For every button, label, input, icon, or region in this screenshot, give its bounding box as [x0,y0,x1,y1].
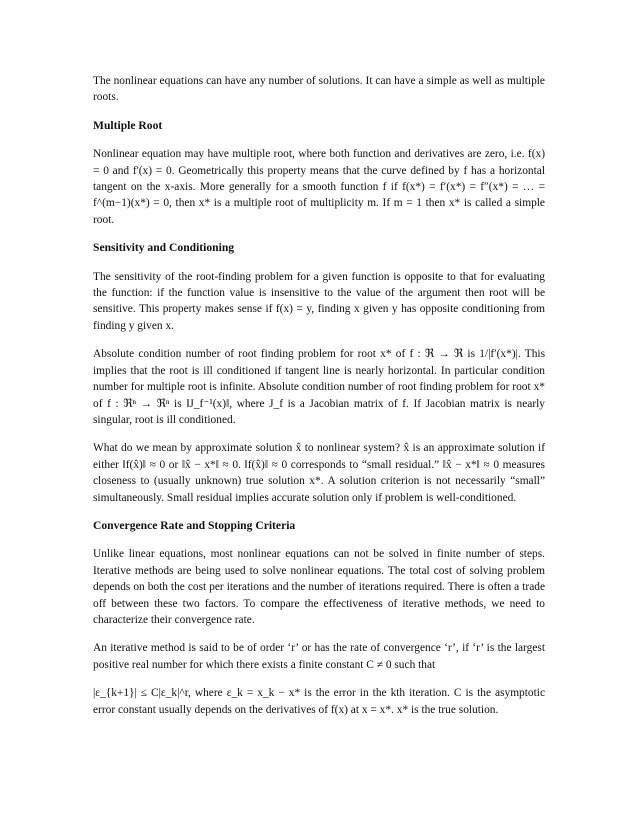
intro-paragraph: The nonlinear equations can have any number of solutions. It can have a simple as well as multiple roots. [93,75,545,104]
document-body [93,73,545,730]
heading-multiple-root: Multiple Root [93,118,163,132]
heading-sensitivity: Sensitivity and Conditioning [93,241,235,255]
multiple-root-paragraph: Nonlinear equation may have multiple root, where both function and derivatives are zero, i.e. f(x) = 0 and f'(x) = 0. Geometrically this property means that the curve defined by f has a horizontal tangent on the x-axis. More generally for a smooth function f if f(x*) = f′(x*) = f″(x*) = … = f^(m−1)(x*) = 0, then x* is a multiple root of multiplicity m. If m = 1 then x* is called a simple root. [93,148,545,226]
convergence-paragraph-1: Unlike linear equations, most nonlinear equations can not be solved in finite number of steps. Iterative methods are being used to solve nonlinear equations. The total cost of solving problem depends on both the cost per iterations and the number of iterations required. There is often a trade off between these two factors. To compare the effectiveness of iterative methods, we need to characterize their convergence rate. [93,548,545,626]
sensitivity-paragraph-3: What do we mean by approximate solution x̂ to nonlinear system? x̂ is an approximate solution if either ‖f(x̂)‖ ≈ 0 or ‖x̂ − x*‖ ≈ 0. ‖f(x̂)‖ ≈ 0 corresponds to “small residual.” ‖x̂ − x*‖ ≈ 0 measures closeness to (usually unknown) true solution x*. A solution criterion is not necessarily “small” simultaneously. Small residual implies accurate solution only if problem is well-conditioned. [93,442,545,504]
heading-convergence: Convergence Rate and Stopping Criteria [93,518,296,532]
convergence-paragraph-2: An iterative method is said to be of order ‘r’ or has the rate of convergence ‘r’, if ‘r’ is the largest positive real number for which there exists a finite constant C ≠ 0 such that [93,642,545,671]
sensitivity-paragraph-2: Absolute condition number of root finding problem for root x* of f : ℜ → ℜ is 1/|f′(x*)|. This implies that the root is ill conditioned if tangent line is nearly horizontal. In particular condition number for multiple root is infinite. Absolute condition number of root finding problem for root x* of f : ℜⁿ → ℜⁿ is ‖J_f⁻¹(x)‖, where J_f is a Jacobian matrix of f. If Jacobian matrix is nearly singular, root is ill conditioned. [93,348,545,426]
sensitivity-paragraph-1: The sensitivity of the root-finding problem for a given function is opposite to that for evaluating the function: if the function value is insensitive to the value of the argument then root will be sensitive. This property makes sense if f(x) = y, finding x given y has opposite conditioning from finding y given x. [93,270,545,332]
convergence-paragraph-3: |ε_{k+1}| ≤ C|ε_k|^r, where ε_k = x_k − x* is the error in the kth iteration. C is the asymptotic error constant usually depends on the derivatives of f(x) at x = x*. x* is the true solution. [93,687,545,716]
